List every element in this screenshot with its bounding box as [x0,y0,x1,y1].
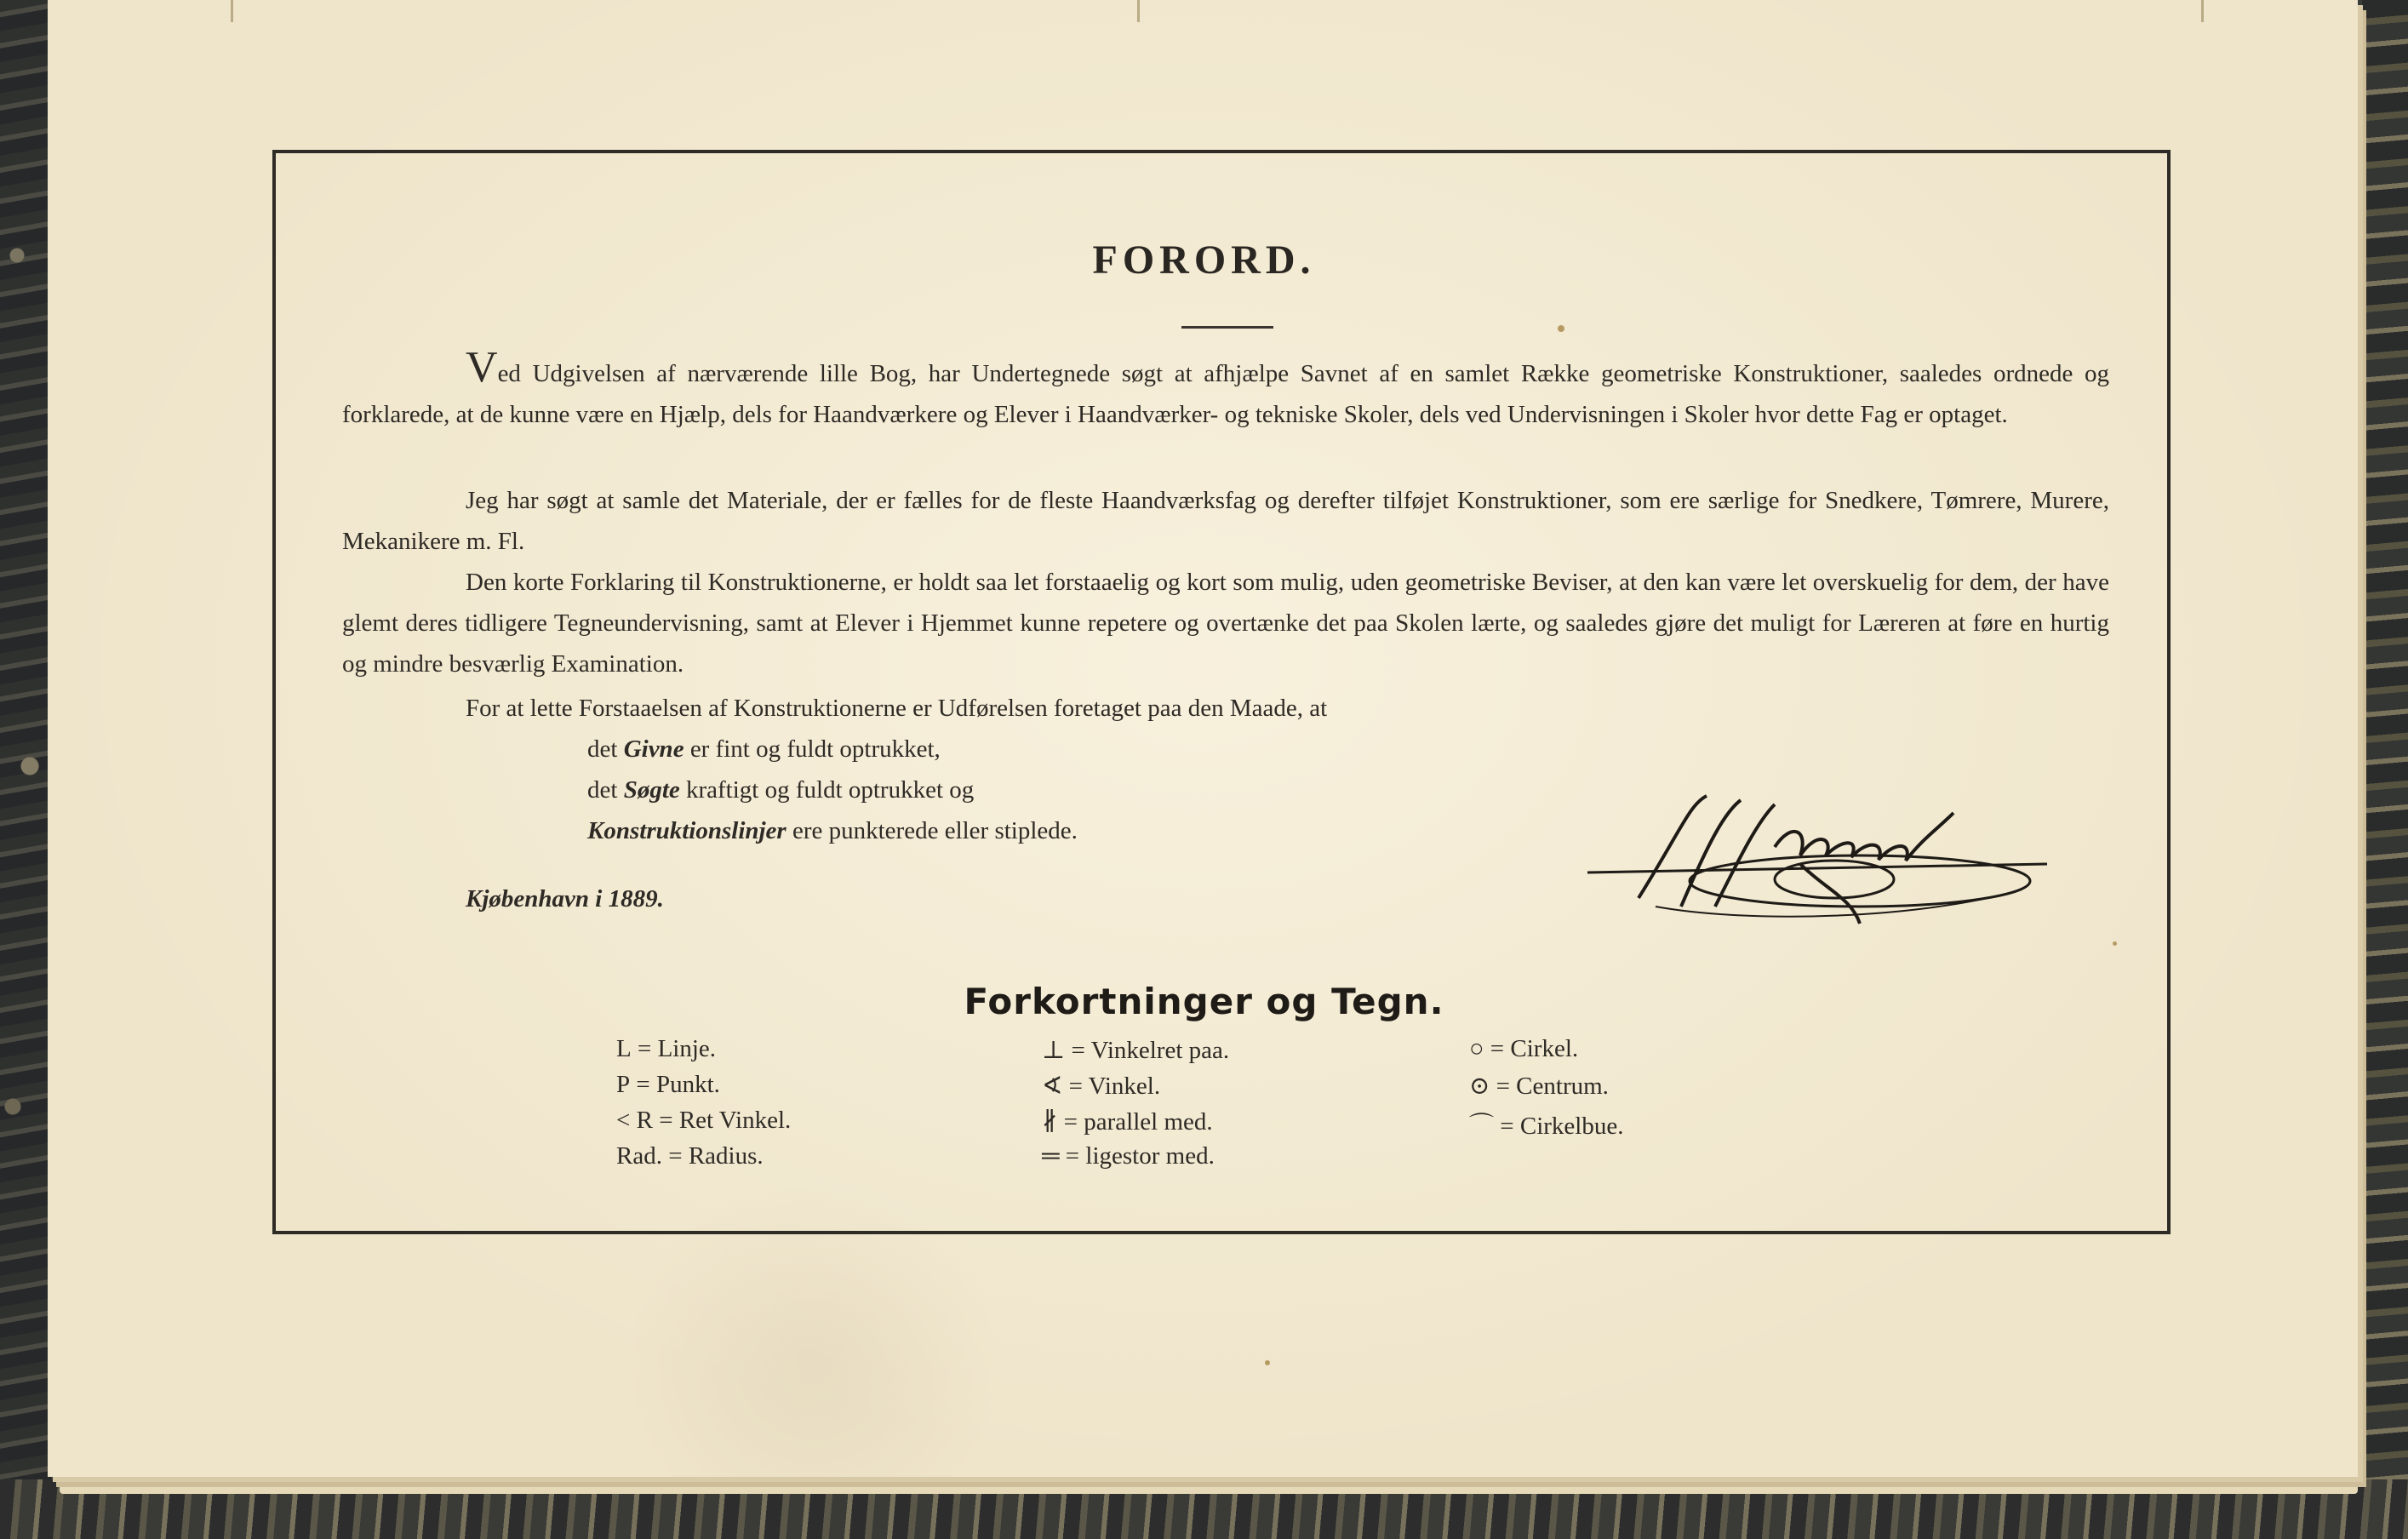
list-item-emphasis: Givne [623,735,684,763]
angle-symbol: ∢ [1042,1073,1063,1100]
abbreviation-symbol: Rad. [616,1142,662,1170]
paragraph-3: Den korte Forklaring til Konstruktionerne, er holdt saa let forstaaelig og kort som mulig, uden geometriske Beviser, at den kan være let overskuelig for dem, der have glemt deres tidligere Tegneundervisning, samt at Elever i Hjemmet kunne repetere og overtænke det paa Skolen lærte, og saaledes gjøre det muligt for Læreren at føre en hurtig og mindre besværlig Examination. [342,569,2109,678]
drop-cap: V [466,343,498,392]
page-title: FORORD. [1092,237,1316,283]
equals-sign: = [1065,1142,1080,1170]
list-item-suffix: er fint og fuldt optrukket, [684,735,941,763]
list-item-suffix: ere punkterede eller stiplede. [786,817,1078,844]
list-item-prefix: det [587,735,624,763]
paragraph-1-text: ed Udgivelsen af nærværende lille Bog, har Undertegnede søgt at afhjælpe Savnet af en samlet Række geometriske Konstruktioner, saaledes ordnede og forklarede, at de kunne være en Hjælp, dels for Haandværkere og Elever i Haandværker- og tekniske Skoler, dels ved Undervisningen i Skoler hvor dette Fag er optaget. [342,360,2109,428]
abbreviation-meaning: Cirkelbue. [1519,1113,1624,1140]
center-symbol: ⊙ [1469,1073,1490,1100]
paragraph-4: For at lette Forstaaelsen af Konstruktionerne er Udførelsen foretaget paa den Maade, at [466,695,1328,722]
list-item [587,735,941,764]
abbreviation-meaning: Centrum. [1516,1073,1609,1100]
paragraph-2: Jeg har søgt at samle det Materiale, der er fælles for de fleste Haandværksfag og derefter tilføjet Konstruktioner, som ere særlige for Snedkere, Tømrere, Murere, Mekanikere m. Fl. [342,487,2109,555]
page-nick [1137,0,1152,22]
circle-symbol: ○ [1469,1035,1484,1062]
abbreviation-meaning: Radius. [688,1142,764,1170]
abbreviation-symbol: < R [616,1107,653,1134]
list-item-prefix: det [587,776,624,804]
equals-sign: = [636,1071,650,1098]
equals-sign: = [1063,1108,1078,1136]
abbreviation-meaning: Punkt. [656,1071,720,1098]
equals-sign: = [1500,1113,1514,1140]
book-cover-right [2362,0,2408,1539]
equals-sign: = [1071,1037,1085,1064]
list-item-emphasis: Søgte [623,776,680,804]
abbreviation-meaning: Linje. [657,1035,717,1062]
equals-sign: = [1068,1073,1083,1100]
perpendicular-symbol: ⊥ [1042,1037,1066,1064]
abbreviation-meaning: Ret Vinkel. [678,1107,792,1134]
list-item [587,817,1078,845]
abbreviations-title: Forkortninger og Tegn. [964,981,1444,1022]
abbreviation-meaning: parallel med. [1084,1108,1213,1136]
list-item-suffix: kraftigt og fuldt optrukket og [679,776,975,804]
abbreviation-meaning: Vinkel. [1088,1073,1161,1100]
list-item [587,776,974,804]
equal-size-symbol: ═ [1042,1142,1060,1170]
abbreviation-meaning: ligestor med. [1085,1142,1215,1170]
page-nick [231,0,245,22]
paper-speck [1265,1360,1270,1365]
abbreviation-entry [616,1071,720,1099]
paragraph-1 [342,343,2109,435]
abbreviation-meaning: Vinkelret paa. [1090,1037,1230,1064]
abbreviation-entry [1469,1071,1609,1101]
parallel-symbol: ∦ [1042,1108,1058,1136]
abbreviation-meaning: Cirkel. [1510,1035,1579,1062]
abbreviation-entry [1042,1142,1215,1170]
abbreviation-entry [1469,1035,1578,1063]
abbreviation-symbol: P [616,1071,631,1098]
place-and-date: Kjøbenhavn i 1889. [466,885,664,913]
signature-image [1579,779,2056,932]
abbreviation-entry [1469,1107,1623,1141]
title-rule [1181,326,1273,329]
equals-sign: = [1496,1073,1510,1100]
equals-sign: = [659,1107,673,1134]
abbreviation-entry [1042,1035,1229,1065]
equals-sign: = [668,1142,683,1170]
abbreviation-entry [1042,1071,1160,1101]
abbreviation-entry [1042,1107,1213,1136]
abbreviation-entry [616,1035,716,1063]
book-cover-left [0,0,51,1539]
list-item-emphasis: Konstruktionslinjer [587,817,786,844]
equals-sign: = [1490,1035,1505,1062]
equals-sign: = [637,1035,652,1062]
arc-symbol: ⌒ [1469,1113,1495,1140]
abbreviation-symbol: L [616,1035,632,1062]
page-nick [2201,0,2216,22]
abbreviation-entry [616,1107,791,1135]
abbreviation-entry [616,1142,764,1170]
